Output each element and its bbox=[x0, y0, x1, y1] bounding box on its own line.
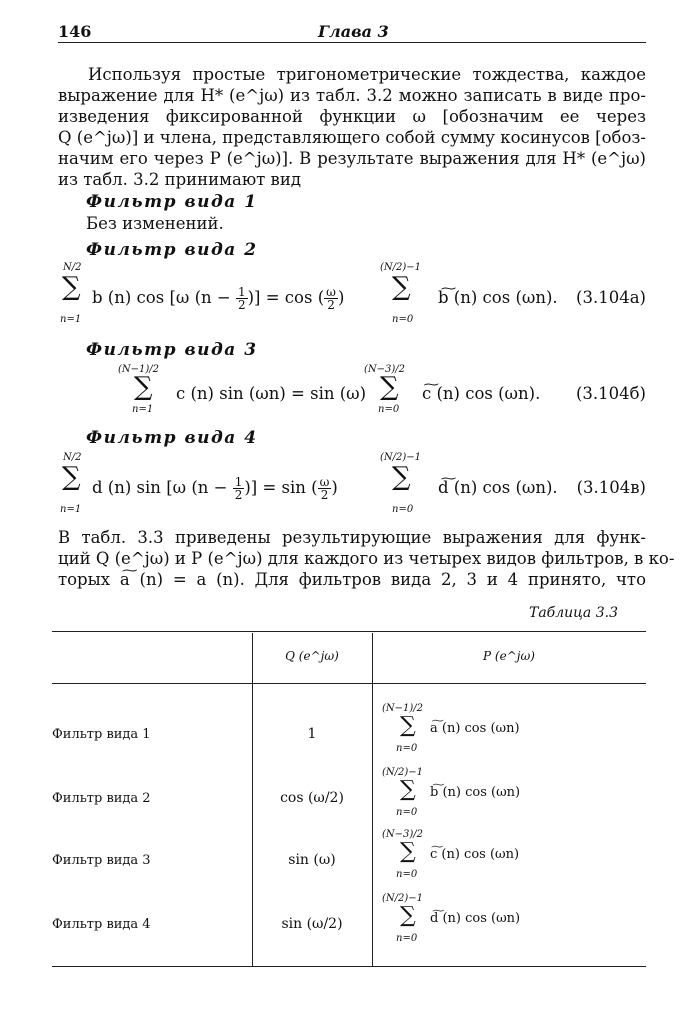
filter3-title: Фильтр вида 3 bbox=[86, 340, 258, 360]
rhs-lower: n=0 bbox=[378, 404, 400, 415]
rhs-lower: n=0 bbox=[392, 314, 414, 325]
eq-number: (3.104б) bbox=[575, 384, 646, 403]
row-name: Фильтр вида 1 bbox=[52, 727, 151, 742]
intro-line: начим его через P (e^jω)]. В результате выражения для H* (e^jω) bbox=[58, 149, 646, 168]
lhs: b (n) cos bbox=[92, 288, 165, 307]
sigma-symbol: ∑ bbox=[400, 839, 416, 864]
intro-line: из табл. 3.2 принимают вид bbox=[58, 170, 302, 189]
col-header-p: P (e^jω) bbox=[483, 649, 535, 663]
row-q: sin (ω) bbox=[288, 852, 336, 868]
num: 1 bbox=[237, 285, 246, 299]
eq-text: d (n) sin [ω (n − $\frac{1}{2}$ )] = sin ( $\frac{\omega}{2}$ ) bbox=[92, 475, 338, 502]
sigma-symbol: ∑ bbox=[392, 462, 411, 492]
chapter-title: Глава 3 bbox=[318, 22, 389, 41]
p-expr: a͠ (n) cos (ωn) bbox=[430, 721, 520, 736]
bracket: [ω (n − bbox=[169, 288, 236, 307]
row-p bbox=[382, 829, 642, 889]
row-p bbox=[382, 703, 642, 763]
den: 2 bbox=[237, 298, 246, 312]
filter4-title: Фильтр вида 4 bbox=[86, 428, 258, 448]
sum-lower: n=1 bbox=[60, 314, 82, 325]
p-upper: (N/2)−1 bbox=[382, 767, 424, 778]
p-upper: (N−3)/2 bbox=[382, 829, 424, 840]
intro-line: изведения фиксированной функции ω [обозначим ее через bbox=[58, 107, 646, 126]
sum-upper: N/2 bbox=[63, 452, 82, 463]
table-header-rule bbox=[52, 683, 646, 684]
table-bottom-rule bbox=[52, 966, 646, 967]
rhs-upper: (N/2)−1 bbox=[380, 452, 422, 463]
p-lower: n=0 bbox=[396, 933, 418, 944]
fraction bbox=[233, 476, 245, 501]
rhs: d͠ (n) cos (ωn). bbox=[438, 478, 558, 497]
p-expr: b͠ (n) cos (ωn) bbox=[430, 785, 521, 800]
eq-mid: = sin bbox=[262, 478, 306, 497]
intro-line: выражение для H* (e^jω) из табл. 3.2 можно записать в виде про- bbox=[58, 86, 646, 105]
filter1-text: Без изменений. bbox=[86, 214, 224, 233]
sum-lower: n=1 bbox=[60, 504, 82, 515]
bracket: [ω (n − bbox=[166, 478, 233, 497]
page-header bbox=[58, 22, 646, 43]
sigma-symbol: ∑ bbox=[392, 272, 411, 302]
sigma-symbol: ∑ bbox=[134, 372, 153, 402]
table-3-3 bbox=[52, 631, 646, 967]
col-header-q: Q (e^jω) bbox=[285, 649, 339, 663]
row-name: Фильтр вида 2 bbox=[52, 791, 151, 806]
den: 2 bbox=[327, 298, 335, 312]
rhs-upper: (N−3)/2 bbox=[364, 364, 406, 375]
sigma-symbol: ∑ bbox=[62, 272, 81, 302]
outro-line: В табл. 3.3 приведены результирующие выражения для функ- bbox=[58, 528, 646, 547]
row-p bbox=[382, 767, 642, 827]
p-lower: n=0 bbox=[396, 807, 418, 818]
sum-upper: N/2 bbox=[63, 262, 82, 273]
sigma-symbol: ∑ bbox=[62, 462, 81, 492]
row-name: Фильтр вида 4 bbox=[52, 917, 151, 932]
fraction bbox=[324, 286, 338, 311]
filter1-title: Фильтр вида 1 bbox=[86, 192, 258, 212]
sum-upper: (N−1)/2 bbox=[118, 364, 160, 375]
eq-mid: = cos bbox=[265, 288, 313, 307]
fraction bbox=[236, 286, 248, 311]
intro-paragraph bbox=[58, 64, 646, 190]
rhs: b͠ (n) cos (ωn). bbox=[438, 288, 558, 307]
outro-line: ций Q (e^jω) и P (e^jω) для каждого из четырех видов фильтров, в ко- bbox=[58, 549, 675, 568]
page-number: 146 bbox=[58, 22, 92, 41]
bracket-end: )] bbox=[244, 478, 258, 497]
p-lower: n=0 bbox=[396, 743, 418, 754]
fraction bbox=[318, 476, 332, 501]
den: 2 bbox=[320, 488, 329, 502]
intro-line: Q (e^jω)] и члена, представляющего собой сумму косинусов [обоз- bbox=[58, 128, 646, 147]
sigma-symbol: ∑ bbox=[400, 713, 416, 738]
eq-number: (3.104в) bbox=[576, 478, 646, 497]
p-upper: (N/2)−1 bbox=[382, 893, 424, 904]
num: ω bbox=[319, 475, 330, 489]
rhs: c͠ (n) cos (ωn). bbox=[422, 384, 541, 403]
eq-text: b (n) cos [ω (n − $\frac{1}{2}$ )] = cos ( $\frac{\omega}{2}$ ) bbox=[92, 285, 345, 312]
sum-lower: n=1 bbox=[132, 404, 154, 415]
row-p bbox=[382, 893, 642, 953]
equation-3-104b bbox=[58, 364, 646, 422]
num: 1 bbox=[234, 475, 243, 489]
col-divider bbox=[372, 633, 373, 966]
filter2-title: Фильтр вида 2 bbox=[86, 240, 258, 260]
den: 2 bbox=[234, 488, 243, 502]
outro-paragraph bbox=[58, 527, 675, 590]
row-q: 1 bbox=[307, 726, 317, 742]
sigma-symbol: ∑ bbox=[380, 372, 399, 402]
table-caption: Таблица 3.3 bbox=[529, 605, 618, 621]
row-name: Фильтр вида 3 bbox=[52, 853, 151, 868]
p-expr: d͠ (n) cos (ωn) bbox=[430, 911, 521, 926]
row-q: cos (ω/2) bbox=[280, 790, 344, 806]
bracket-end: )] bbox=[247, 288, 261, 307]
p-expr: c͠ (n) cos (ωn) bbox=[430, 847, 520, 862]
p-upper: (N−1)/2 bbox=[382, 703, 424, 714]
lhs: d (n) sin bbox=[92, 478, 161, 497]
sigma-symbol: ∑ bbox=[400, 903, 416, 928]
eq-number: (3.104a) bbox=[576, 288, 646, 307]
table-top-rule bbox=[52, 631, 646, 632]
num: ω bbox=[326, 285, 336, 299]
sigma-symbol: ∑ bbox=[400, 777, 416, 802]
lhs: c (n) sin (ωn) = sin (ω) bbox=[176, 384, 367, 403]
p-lower: n=0 bbox=[396, 869, 418, 880]
equation-3-104v bbox=[58, 452, 646, 520]
equation-3-104a bbox=[58, 262, 646, 330]
outro-line: торых a͠ (n) = a (n). Для фильтров вида 2, 3 и 4 принято, что bbox=[58, 570, 646, 589]
rhs-upper: (N/2)−1 bbox=[380, 262, 422, 273]
intro-line: Используя простые тригонометрические тождества, каждое bbox=[88, 65, 646, 84]
row-q: sin (ω/2) bbox=[281, 916, 343, 932]
rhs-lower: n=0 bbox=[392, 504, 414, 515]
